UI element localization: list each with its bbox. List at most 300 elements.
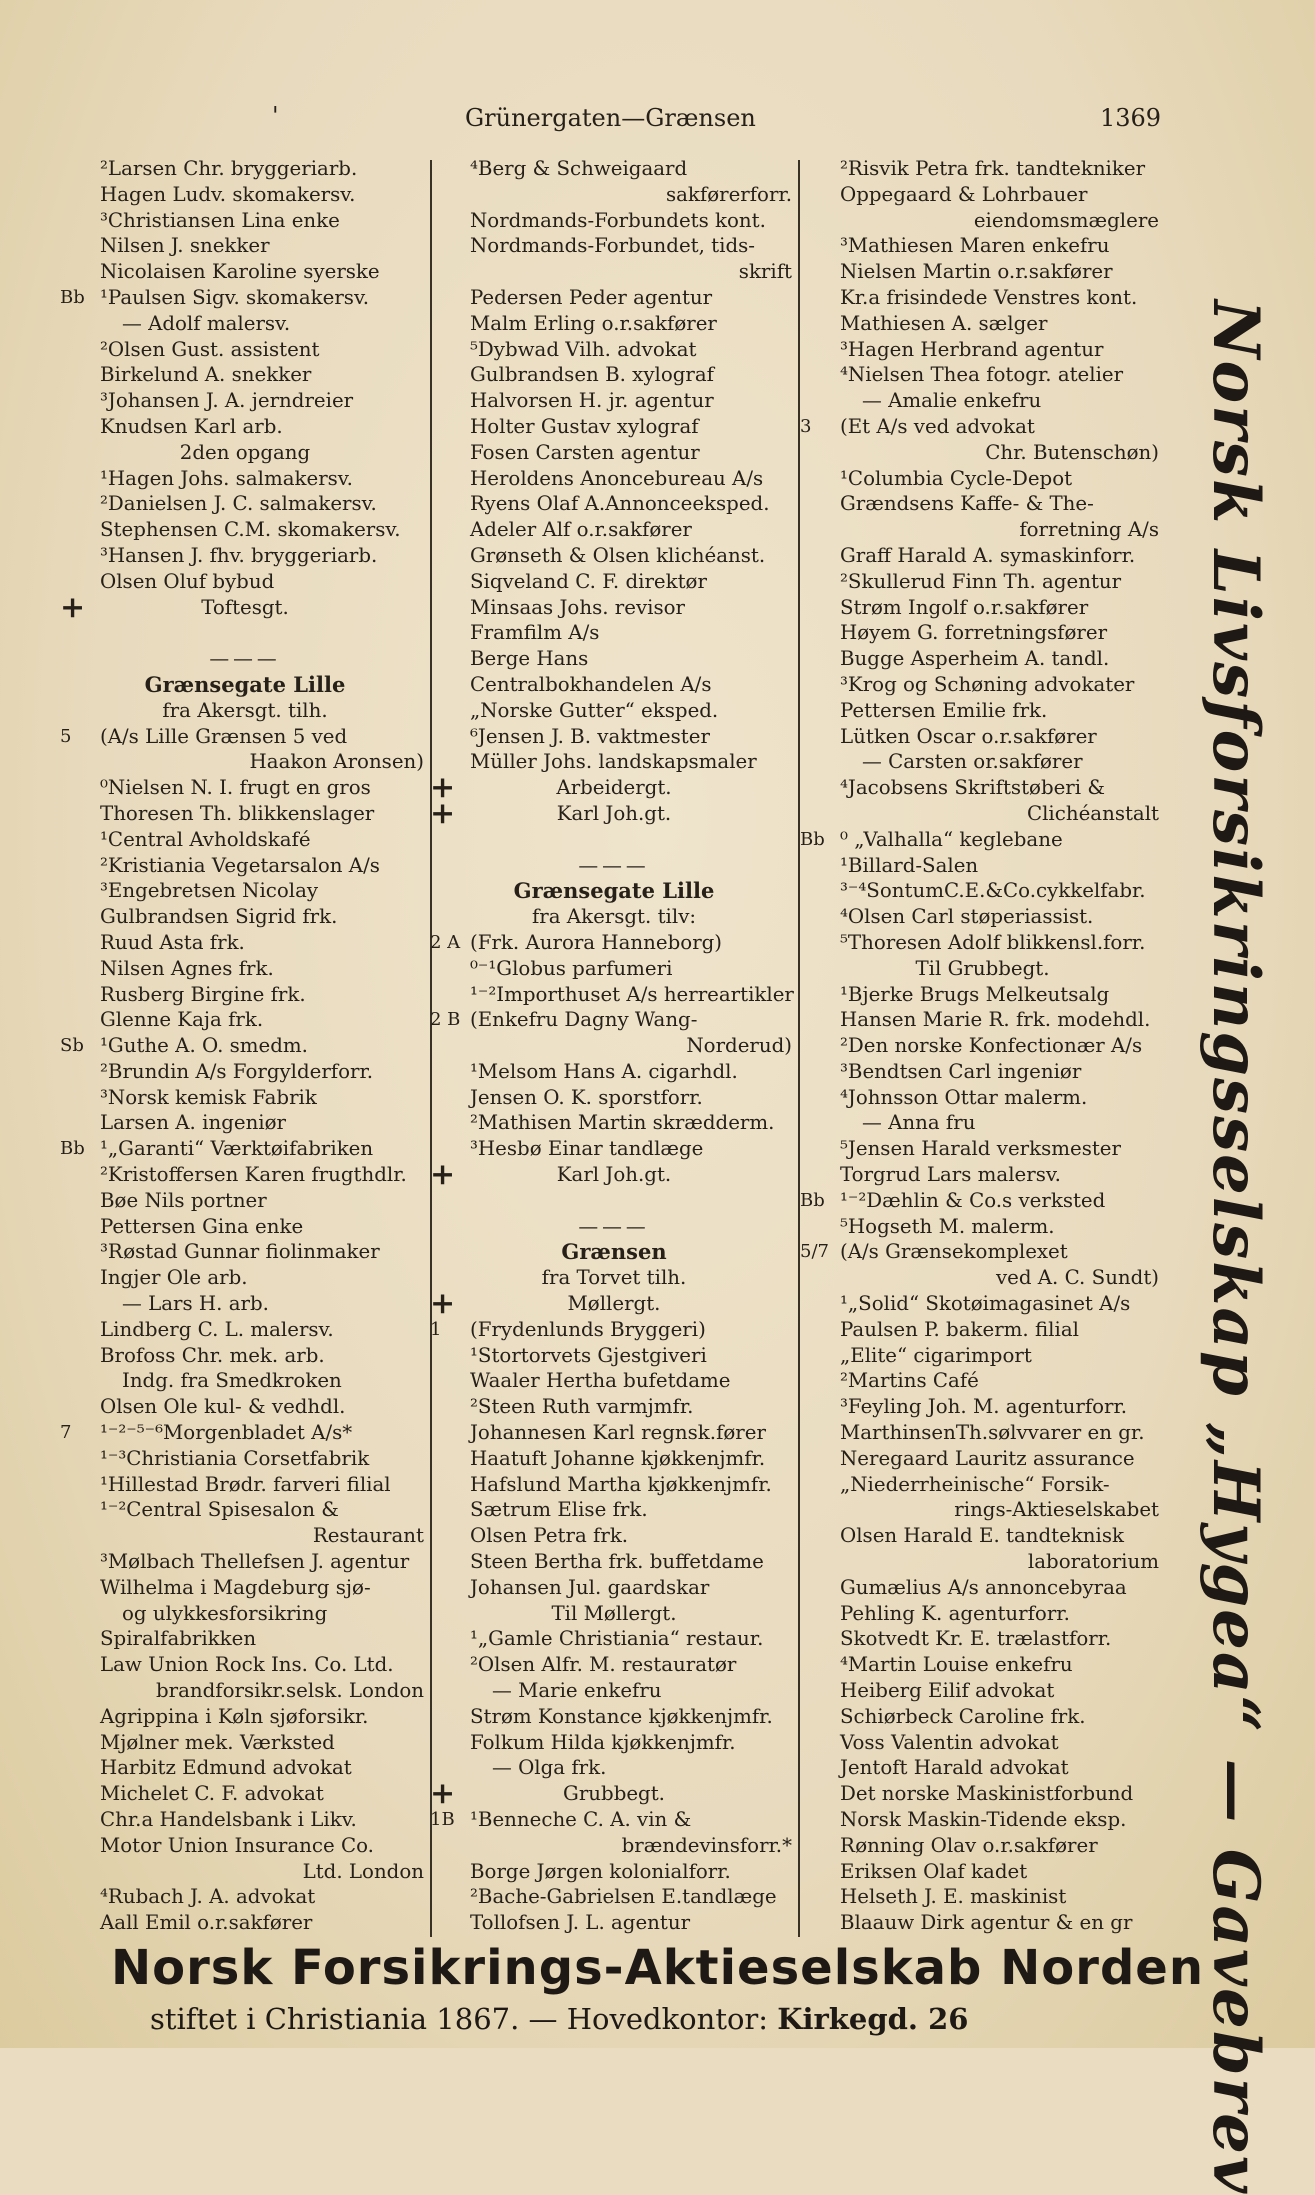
- directory-entry: [430, 749, 798, 775]
- house-number: 1B: [430, 1809, 455, 1830]
- directory-entry: [800, 801, 1165, 827]
- entry-text: fra Akersgt. tilv:: [531, 905, 697, 929]
- entry-text: Olsen Oluf bybud: [100, 569, 275, 593]
- entry-text: ⁵Thoresen Adolf blikkensl.forr.: [840, 930, 1146, 954]
- entry-text: ¹„Garanti“ Værktøifabriken: [100, 1137, 374, 1161]
- entry-text: ¹Bjerke Brugs Melkeutsalg: [840, 982, 1110, 1006]
- directory-entry: [60, 1446, 430, 1472]
- directory-entry: [60, 749, 430, 775]
- entry-text: ³Hagen Herbrand agentur: [840, 337, 1104, 361]
- directory-entry: [800, 1781, 1165, 1807]
- directory-entry: [430, 1575, 798, 1601]
- page-title: Grünergaten—Grænsen: [465, 104, 756, 132]
- directory-entry: [60, 1910, 430, 1936]
- directory-entry: [800, 156, 1165, 182]
- entry-text: ³Mathiesen Maren enkefru: [840, 234, 1110, 258]
- directory-entry: [60, 1033, 430, 1059]
- entry-text: Jensen O. K. sporstforr.: [470, 1085, 703, 1109]
- directory-entry: [430, 1776, 798, 1812]
- entry-text: ¹Guthe A. O. smedm.: [100, 1034, 308, 1058]
- entry-text: Grænsegate Lille: [513, 878, 715, 904]
- footer-company-name: Norsk Forsikrings-Aktieselskab Norden: [110, 1940, 1205, 1996]
- entry-text: ⁶Jensen J. B. vaktmester: [470, 724, 710, 748]
- footer-address: Kirkegd. 26: [777, 2002, 969, 2036]
- directory-entry: [430, 1704, 798, 1730]
- entry-text: ⁴Nielsen Thea fotogr. atelier: [840, 363, 1124, 387]
- section-separator: [430, 853, 798, 879]
- entry-text: Michelet C. F. advokat: [100, 1782, 324, 1806]
- entry-text: ²Kristoffersen Karen frugthdlr.: [100, 1163, 407, 1187]
- directory-entry: [430, 904, 798, 930]
- entry-text: Blaauw Dirk agentur & en gr: [840, 1911, 1133, 1935]
- entry-text: Adeler Alf o.r.sakfører: [470, 518, 692, 542]
- directory-entry: [800, 1523, 1165, 1549]
- entry-text: ¹Benneche C. A. vin &: [470, 1808, 692, 1831]
- entry-text: Nielsen Martin o.r.sakfører: [840, 260, 1113, 284]
- entry-text: Minsaas Johs. revisor: [470, 595, 685, 619]
- directory-entry: [800, 1601, 1165, 1627]
- entry-text: Gulbrandsen B. xylograf: [470, 363, 714, 387]
- directory-entry: [430, 414, 798, 440]
- house-number: Bb: [800, 828, 825, 850]
- side-banner-advert: Norsk Livsforsikringsselskap „Hygea“ — Gavebrev: [1198, 300, 1273, 2195]
- entry-text: Graff Harald A. symaskinforr.: [840, 543, 1136, 567]
- entry-text: ²Bache-Gabrielsen E.tandlæge: [470, 1885, 777, 1909]
- directory-entry: [60, 517, 430, 543]
- directory-entry: [60, 878, 430, 904]
- directory-entry: [430, 770, 798, 806]
- entry-text: Waaler Hertha bufetdame: [470, 1369, 731, 1393]
- directory-entry: [430, 795, 798, 831]
- entry-text: Borge Jørgen kolonialforr.: [470, 1859, 731, 1883]
- entry-text: ²Brundin A/s Forgylderforr.: [100, 1059, 374, 1083]
- directory-entry: [800, 1549, 1165, 1575]
- directory-entry: [60, 1007, 430, 1033]
- entry-text: Fosen Carsten agentur: [470, 440, 700, 464]
- directory-entry: [60, 1059, 430, 1085]
- entry-text: Eriksen Olaf kadet: [840, 1859, 1028, 1883]
- entry-text: ¹⁻³Christiania Corsetfabrik: [100, 1446, 370, 1470]
- entry-text: Arbeidergt.: [556, 776, 672, 800]
- entry-text: ¹Columbia Cycle-Depot: [840, 466, 1073, 490]
- entry-text: ⁴Martin Louise enkefru: [840, 1653, 1073, 1677]
- directory-entry: [430, 569, 798, 595]
- directory-entry: [800, 569, 1165, 595]
- entry-text: ³⁻⁴SontumC.E.&Co.cykkelfabr.: [840, 879, 1146, 903]
- directory-entry: [60, 1730, 430, 1756]
- directory-entry: [60, 1394, 430, 1420]
- directory-entry: [800, 1136, 1165, 1162]
- entry-text: ¹Billard-Salen: [840, 853, 979, 877]
- directory-entry: [60, 1110, 430, 1136]
- directory-entry: [60, 853, 430, 879]
- directory-entry: [800, 827, 1165, 853]
- directory-entry: [430, 1136, 798, 1162]
- entry-text: Hansen Marie R. frk. modehdl.: [840, 1008, 1151, 1032]
- entry-text: Ruud Asta frk.: [100, 930, 245, 954]
- entry-text: ¹⁻²Importhuset A/s herreartikler: [470, 982, 794, 1006]
- entry-text: Mathiesen A. sælger: [840, 311, 1048, 335]
- entry-text: Grænsen: [561, 1239, 667, 1265]
- directory-entry: [60, 1214, 430, 1240]
- house-number: Bb: [800, 1189, 825, 1211]
- directory-entry: [800, 904, 1165, 930]
- directory-entry: [800, 1884, 1165, 1910]
- column-1: [60, 156, 430, 1936]
- directory-entry: [800, 1472, 1165, 1498]
- directory-entry: [430, 672, 798, 698]
- directory-entry: [60, 698, 430, 724]
- entry-text: Nordmands-Forbundet, tids-: [470, 234, 755, 258]
- directory-entry: [60, 1162, 430, 1188]
- directory-entry: [800, 414, 1165, 440]
- directory-entry: [60, 182, 430, 208]
- entry-text: ⁴Jacobsens Skriftstøberi &: [840, 776, 1105, 800]
- entry-text: Law Union Rock Ins. Co. Ltd.: [100, 1653, 394, 1677]
- directory-entry: [800, 1188, 1165, 1214]
- entry-text: ⁰ „Valhalla“ keglebane: [840, 827, 1063, 851]
- directory-entry: [60, 904, 430, 930]
- entry-text: ³Hesbø Einar tandlæge: [470, 1137, 704, 1161]
- directory-entry: [800, 337, 1165, 363]
- directory-entry: [60, 414, 430, 440]
- directory-entry: [800, 1859, 1165, 1885]
- house-number: 5: [60, 725, 72, 747]
- entry-text: Norderud): [686, 1034, 792, 1058]
- entry-text: — Anna fru: [862, 1111, 976, 1135]
- entry-text: Framfilm A/s: [470, 621, 600, 645]
- entry-text: Halvorsen H. jr. agentur: [470, 389, 714, 413]
- directory-entry: [60, 1343, 430, 1369]
- directory-entry: [800, 1368, 1165, 1394]
- directory-entry: [800, 285, 1165, 311]
- directory-entry: [800, 1291, 1165, 1317]
- directory-entry: [430, 1859, 798, 1885]
- directory-entry: [60, 259, 430, 285]
- directory-entry: [430, 491, 798, 517]
- entry-text: Steen Bertha frk. buffetdame: [470, 1550, 764, 1574]
- entry-text: ²Martins Café: [840, 1369, 979, 1393]
- directory-entry: [430, 1833, 798, 1859]
- directory-entry: [60, 1368, 430, 1394]
- directory-entry: [60, 1549, 430, 1575]
- directory-entry: [60, 466, 430, 492]
- entry-text: Indg. fra Smedkroken: [122, 1369, 342, 1393]
- directory-entry: [60, 1265, 430, 1291]
- directory-entry: [430, 362, 798, 388]
- entry-text: ³Mølbach Thellefsen J. agentur: [100, 1550, 410, 1574]
- entry-text: Haatuft Johanne kjøkkenjmfr.: [470, 1446, 766, 1470]
- entry-text: og ulykkesforsikring: [122, 1601, 328, 1625]
- entry-text: Karl Joh.gt.: [556, 1163, 672, 1187]
- entry-text: Holter Gustav xylograf: [470, 414, 699, 438]
- directory-entry: [60, 1497, 430, 1523]
- entry-text: Hagen Ludv. skomakersv.: [100, 182, 356, 206]
- entry-text: ¹⁻²Dæhlin & Co.s verksted: [840, 1188, 1106, 1212]
- entry-text: ²Danielsen J. C. salmakersv.: [100, 492, 377, 516]
- directory-entry: [430, 1730, 798, 1756]
- entry-text: Tollofsen J. L. agentur: [470, 1911, 691, 1935]
- entry-text: ³Bendtsen Carl ingeniør: [840, 1059, 1082, 1083]
- directory-entry: [60, 388, 430, 414]
- entry-text: „Norske Gutter“ eksped.: [470, 698, 719, 722]
- directory-entry: [60, 827, 430, 853]
- entry-text: ²Kristiania Vegetarsalon A/s: [100, 853, 380, 877]
- entry-text: ¹⁻²⁻⁵⁻⁶Morgenbladet A/s*: [100, 1421, 353, 1445]
- directory-entry: [60, 1884, 430, 1910]
- entry-text: Ingjer Ole arb.: [100, 1266, 248, 1290]
- entry-text: (Enkefru Dagny Wang-: [470, 1008, 698, 1032]
- directory-entry: [800, 749, 1165, 775]
- entry-text: Birkelund A. snekker: [100, 363, 312, 387]
- directory-entry: [430, 466, 798, 492]
- directory-entry: [800, 491, 1165, 517]
- entry-text: Wilhelma i Magdeburg sjø-: [100, 1575, 371, 1599]
- entry-text: Skotvedt Kr. E. trælastforr.: [840, 1627, 1112, 1651]
- entry-text: Siqveland C. F. direktør: [470, 569, 707, 593]
- entry-text: Helseth J. E. maskinist: [840, 1885, 1067, 1909]
- house-number: Sb: [60, 1035, 84, 1057]
- directory-entry: [430, 233, 798, 259]
- entry-text: Müller Johs. landskapsmaler: [470, 750, 757, 774]
- directory-entry: [430, 182, 798, 208]
- entry-text: Strøm Konstance kjøkkenjmfr.: [470, 1704, 773, 1728]
- entry-text: ³Røstad Gunnar fiolinmaker: [100, 1240, 380, 1264]
- directory-entry: [800, 672, 1165, 698]
- entry-text: Lütken Oscar o.r.sakfører: [840, 724, 1097, 748]
- directory-entry: [800, 1239, 1165, 1265]
- directory-entry: [800, 1678, 1165, 1704]
- entry-text: ²Den norske Konfectionær A/s: [840, 1034, 1143, 1058]
- entry-text: Bugge Asperheim A. tandl.: [840, 647, 1110, 671]
- entry-text: Grændsens Kaffe- & The-: [840, 492, 1094, 516]
- entry-text: rings-Aktieselskabet: [954, 1498, 1159, 1522]
- directory-entry: [800, 1162, 1165, 1188]
- directory-entry: [800, 982, 1165, 1008]
- entry-text: (Et A/s ved advokat: [840, 414, 1035, 438]
- house-number: 2 B: [430, 1009, 461, 1031]
- entry-text: Karl Joh.gt.: [556, 801, 672, 825]
- entry-text: Centralbokhandelen A/s: [470, 672, 712, 696]
- directory-entry: [800, 1730, 1165, 1756]
- directory-entry: [60, 1807, 430, 1833]
- entry-text: MarthinsenTh.sølvvarer en gr.: [840, 1421, 1145, 1445]
- entry-text: Hafslund Martha kjøkkenjmfr.: [470, 1472, 772, 1496]
- directory-entry: [430, 1394, 798, 1420]
- entry-text: Til Møllergt.: [551, 1601, 677, 1625]
- directory-entry: [430, 337, 798, 363]
- section-separator: [430, 1214, 798, 1240]
- house-number: Bb: [60, 286, 85, 308]
- entry-text: ⁵Hogseth M. malerm.: [840, 1214, 1055, 1238]
- entry-text: Mjølner mek. Værksted: [100, 1730, 335, 1754]
- directory-entry: [800, 543, 1165, 569]
- entry-text: ⁴Olsen Carl støperiassist.: [840, 905, 1094, 929]
- directory-entry: [800, 1910, 1165, 1936]
- entry-text: — Marie enkefru: [492, 1679, 662, 1703]
- directory-entry: [800, 1343, 1165, 1369]
- entry-text: ³Norsk kemisk Fabrik: [100, 1085, 317, 1109]
- directory-entry: [60, 285, 430, 311]
- directory-entry: [60, 589, 430, 625]
- entry-text: Johansen Jul. gaardskar: [470, 1575, 710, 1599]
- directory-entry: [800, 311, 1165, 337]
- entry-text: Olsen Petra frk.: [470, 1524, 629, 1548]
- entry-text: Nicolaisen Karoline syerske: [100, 260, 380, 284]
- entry-text: Harbitz Edmund advokat: [100, 1756, 352, 1780]
- header-mark: ': [272, 102, 279, 130]
- column-2: [430, 156, 798, 1936]
- entry-text: Toftesgt.: [201, 595, 289, 619]
- entry-text: „Niederrheinische“ Forsik-: [840, 1472, 1110, 1496]
- directory-entry: [430, 1265, 798, 1291]
- entry-text: Pettersen Gina enke: [100, 1214, 304, 1238]
- directory-entry: [430, 285, 798, 311]
- directory-entry: [430, 930, 798, 956]
- directory-entry: [60, 1652, 430, 1678]
- directory-entry: [430, 1368, 798, 1394]
- cross-street-marker: +: [430, 1776, 456, 1812]
- directory-entry: [430, 388, 798, 414]
- directory-entry: [430, 1420, 798, 1446]
- entry-text: Pehling K. agenturforr.: [840, 1601, 1070, 1625]
- entry-text: Heiberg Eilif advokat: [840, 1679, 1055, 1703]
- directory-entry: [60, 775, 430, 801]
- directory-entry: [800, 595, 1165, 621]
- entry-text: Thoresen Th. blikkenslager: [100, 801, 375, 825]
- entry-text: ¹Melsom Hans A. cigarhdl.: [470, 1059, 738, 1083]
- entry-text: Jentoft Harald advokat: [840, 1756, 1069, 1780]
- entry-text: Aall Emil o.r.sakfører: [100, 1911, 313, 1935]
- entry-text: ³Johansen J. A. jerndreier: [100, 389, 354, 413]
- entry-text: ¹Central Avholdskafé: [100, 827, 311, 851]
- directory-entry: [60, 233, 430, 259]
- entry-text: Gumælius A/s annoncebyraa: [840, 1575, 1127, 1599]
- entry-text: Nordmands-Forbundets kont.: [470, 208, 766, 232]
- entry-text: — Amalie enkefru: [862, 389, 1042, 413]
- entry-text: ⁵Jensen Harald verksmester: [840, 1137, 1121, 1161]
- cross-street-marker: +: [430, 1157, 456, 1193]
- directory-entry: [800, 1007, 1165, 1033]
- entry-text: brandforsikr.selsk. London: [155, 1679, 424, 1703]
- entry-text: Stephensen C.M. skomakersv.: [100, 518, 401, 542]
- entry-text: ¹Paulsen Sigv. skomakersv.: [100, 285, 370, 309]
- entry-text: Neregaard Lauritz assurance: [840, 1446, 1135, 1470]
- entry-text: — Adolf malersv.: [122, 311, 291, 335]
- directory-entry: [60, 1317, 430, 1343]
- directory-entry: [430, 1188, 798, 1214]
- entry-text: Grubbegt.: [563, 1782, 665, 1806]
- directory-entry: [800, 466, 1165, 492]
- entry-text: ¹„Solid“ Skotøimagasinet A/s: [840, 1292, 1131, 1316]
- entry-text: Olsen Ole kul- & vedhdl.: [100, 1395, 346, 1419]
- entry-text: Høyem G. forretningsfører: [840, 621, 1108, 645]
- house-number: 7: [60, 1422, 72, 1444]
- directory-entry: [800, 1704, 1165, 1730]
- entry-text: — Carsten or.sakfører: [862, 750, 1083, 774]
- directory-entry: [800, 1214, 1165, 1240]
- entry-text: „Elite“ cigarimport: [840, 1343, 1032, 1367]
- entry-text: Knudsen Karl arb.: [100, 414, 283, 438]
- entry-text: (A/s Lille Grænsen 5 ved: [100, 724, 348, 748]
- directory-entry: [800, 233, 1165, 259]
- entry-text: ³Engebretsen Nicolay: [100, 879, 319, 903]
- directory-entry: [60, 1575, 430, 1601]
- entry-text: ⁰⁻¹Globus parfumeri: [470, 956, 673, 980]
- directory-entry: [60, 1755, 430, 1781]
- directory-entry: [430, 1523, 798, 1549]
- entry-text: Det norske Maskinistforbund: [840, 1782, 1134, 1806]
- entry-text: Til Grubbegt.: [915, 956, 1050, 980]
- directory-entry: [60, 801, 430, 827]
- entry-text: ⁵Dybwad Vilh. advokat: [470, 337, 697, 361]
- directory-entry: [800, 1394, 1165, 1420]
- entry-text: Olsen Harald E. tandteknisk: [840, 1524, 1125, 1548]
- directory-entry: [800, 1420, 1165, 1446]
- house-number: Bb: [60, 1138, 85, 1160]
- street-heading: [430, 1239, 798, 1265]
- directory-entry: [430, 543, 798, 569]
- entry-text: Bøe Nils portner: [100, 1188, 267, 1212]
- directory-entry: [430, 311, 798, 337]
- entry-text: Chr.a Handelsbank i Likv.: [100, 1808, 357, 1831]
- directory-entry: [430, 724, 798, 750]
- entry-text: Paulsen P. bakerm. filial: [840, 1317, 1079, 1341]
- directory-entry: [60, 208, 430, 234]
- entry-text: ¹⁻²Central Spisesalon &: [100, 1498, 339, 1522]
- directory-entry: [60, 1833, 430, 1859]
- directory-entry: [800, 698, 1165, 724]
- entry-text: Ryens Olaf A.Annonceeksped.: [470, 492, 770, 516]
- directory-entry: [800, 1033, 1165, 1059]
- directory-entry: [60, 362, 430, 388]
- directory-entry: [430, 982, 798, 1008]
- entry-text: Nilsen J. snekker: [100, 234, 270, 258]
- directory-entry: [800, 878, 1165, 904]
- entry-text: Haakon Aronsen): [249, 750, 424, 774]
- directory-entry: [60, 1188, 430, 1214]
- directory-entry: [60, 337, 430, 363]
- directory-entry: [800, 1755, 1165, 1781]
- entry-text: Kr.a frisindede Venstres kont.: [840, 285, 1138, 309]
- entry-text: ³Feyling Joh. M. agenturforr.: [840, 1395, 1128, 1419]
- directory-entry: [60, 1626, 430, 1652]
- entry-text: Ltd. London: [302, 1859, 424, 1883]
- directory-entry: [800, 1497, 1165, 1523]
- entry-text: (A/s Grænsekomplexet: [840, 1240, 1068, 1264]
- directory-entry: [430, 1678, 798, 1704]
- entry-text: Berge Hans: [470, 647, 589, 671]
- entry-text: (Frk. Aurora Hanneborg): [470, 930, 723, 954]
- directory-entry: [430, 208, 798, 234]
- entry-text: ⁰Nielsen N. I. frugt en gros: [100, 776, 371, 800]
- cross-street-marker: +: [430, 795, 456, 831]
- house-number: 1: [430, 1318, 442, 1340]
- directory-entry: [430, 956, 798, 982]
- directory-entry: [800, 930, 1165, 956]
- entry-text: ²Risvik Petra frk. tandtekniker: [840, 157, 1146, 180]
- directory-entry: [800, 517, 1165, 543]
- directory-entry: [60, 569, 430, 595]
- directory-entry: [430, 1626, 798, 1652]
- directory-entry: [800, 388, 1165, 414]
- directory-entry: [430, 1755, 798, 1781]
- directory-entry: [60, 956, 430, 982]
- directory-entry: [800, 1833, 1165, 1859]
- directory-entry: [800, 259, 1165, 285]
- directory-entry: [800, 182, 1165, 208]
- directory-entry: [430, 827, 798, 853]
